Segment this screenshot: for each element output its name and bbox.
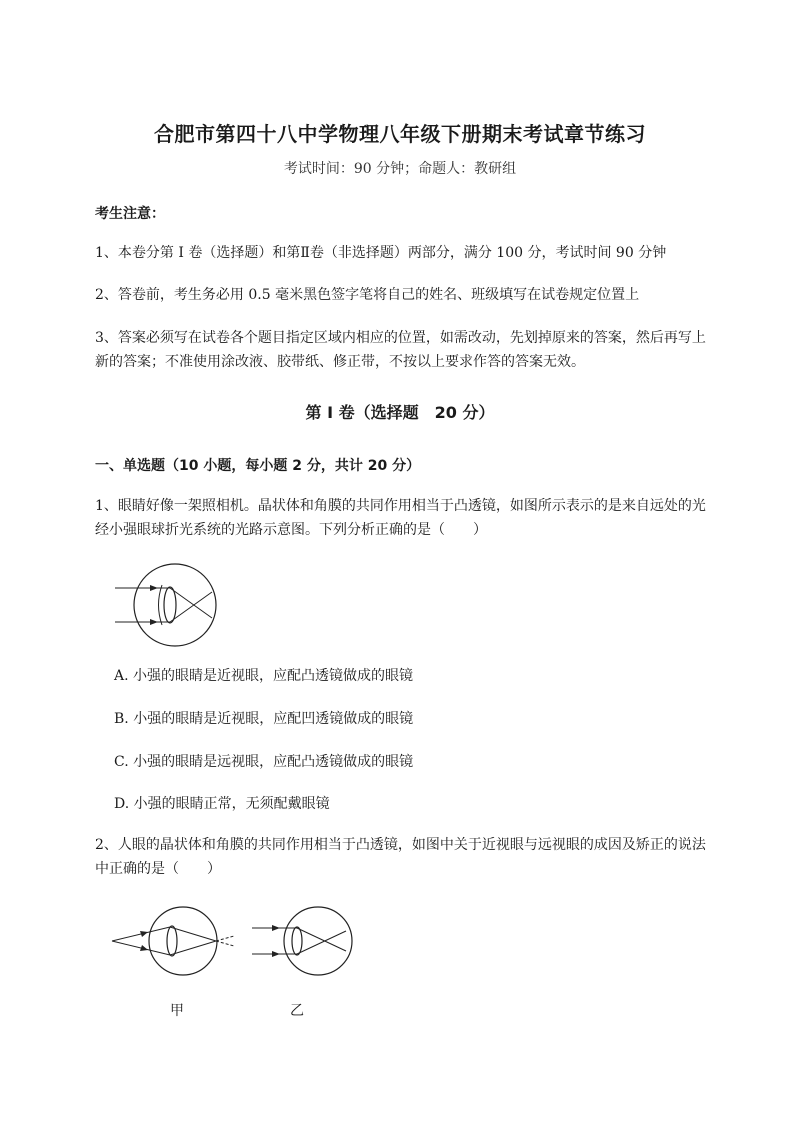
eye-ray-diagram-jia (110, 905, 240, 977)
figure-label-yi: 乙 (290, 1003, 304, 1019)
section-title: 第 I 卷（选择题 20 分） (305, 403, 495, 422)
part-heading: 一、单选题（10 小题，每小题 2 分，共计 20 分） (95, 458, 421, 474)
option-c: C. 小强的眼睛是远视眼，应配凸透镜做成的眼镜 (114, 754, 414, 770)
notice-item: 1、本卷分第 I 卷（选择题）和第Ⅱ卷（非选择题）两部分，满分 100 分，考试时间 90 分钟 (95, 245, 667, 261)
question-1-stem: 1、眼睛好像一架照相机。晶状体和角膜的共同作用相当于凸透镜，如图所示表示的是来自远处的光经小强眼球折光系统的光路示意图。下列分析正确的是（ ） (95, 498, 706, 538)
page-title: 合肥市第四十八中学物理八年级下册期末考试章节练习 (154, 122, 646, 146)
eye-ray-diagram-1 (110, 560, 220, 650)
option-d: D. 小强的眼睛正常，无须配戴眼镜 (114, 796, 330, 812)
notice-item: 2、答卷前，考生务必用 0.5 毫米黑色签字笔将自己的姓名、班级填写在试卷规定位置上 (95, 287, 640, 303)
figure-label-jia: 甲 (170, 1003, 184, 1019)
option-a: A. 小强的眼睛是近视眼，应配凸透镜做成的眼镜 (114, 668, 414, 684)
question-2-stem: 2、人眼的晶状体和角膜的共同作用相当于凸透镜，如图中关于近视眼与远视眼的成因及矫正的说法中正确的是（ ） (95, 837, 706, 877)
notice-heading: 考生注意： (95, 206, 165, 222)
exam-info: 考试时间：90 分钟；命题人：教研组 (283, 161, 517, 177)
notice-item: 3、答案必须写在试卷各个题目指定区域内相应的位置，如需改动，先划掉原来的答案，然后再写上新的答案；不准使用涂改液、胶带纸、修正带，不按以上要求作答的答案无效。 (95, 330, 706, 370)
option-b: B. 小强的眼睛是近视眼，应配凹透镜做成的眼镜 (114, 711, 414, 727)
eye-ray-diagram-yi (250, 905, 360, 977)
